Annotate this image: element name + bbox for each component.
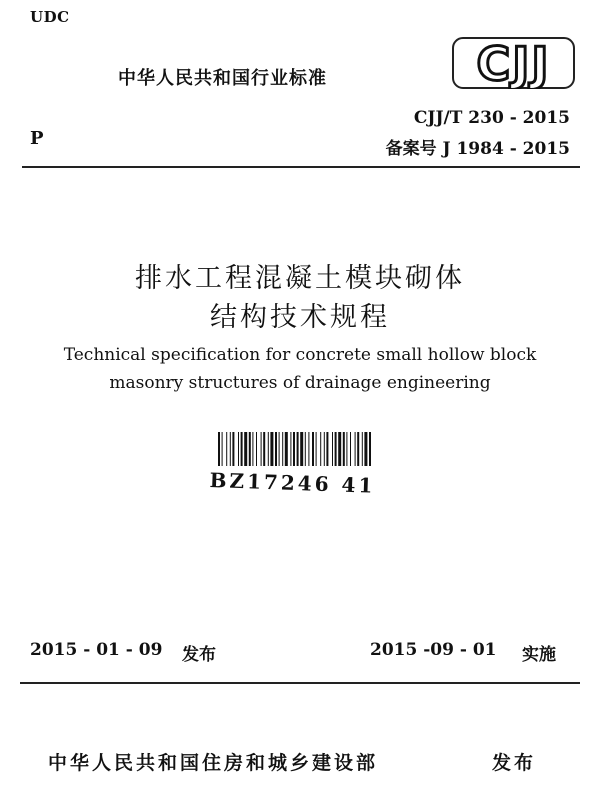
- barcode: [216, 432, 374, 466]
- svg-text:CJJ: CJJ: [476, 37, 551, 89]
- issuer-label: 发布: [492, 752, 537, 774]
- implement-label: 实施: [522, 645, 556, 665]
- cjj-logo: [452, 37, 575, 89]
- standard-type: 中华人民共和国行业标准: [118, 68, 327, 89]
- publish-date: 2015 - 01 - 09: [30, 640, 163, 660]
- filing-number: J 1984 - 2015: [442, 139, 570, 159]
- bottom-divider: [20, 682, 580, 684]
- title-en-line2: masonry structures of drainage engineering: [109, 373, 491, 393]
- filing-number-line: [386, 134, 570, 159]
- top-divider: [22, 166, 580, 168]
- publish-label: 发布: [182, 645, 216, 665]
- title-cn-line1: 排水工程混凝土模块砌体: [135, 263, 465, 294]
- implement-date: 2015 -09 - 01: [370, 640, 497, 660]
- standard-code: CJJ/T 230 - 2015: [413, 108, 570, 128]
- title-cn-line2: 结构技术规程: [210, 302, 390, 333]
- barcode-number: BZ17246 41: [209, 468, 376, 498]
- issuing-authority: 中华人民共和国住房和城乡建设部: [48, 752, 379, 774]
- filing-label: 备案号: [385, 139, 437, 159]
- udc-label: UDC: [30, 8, 70, 26]
- title-en-line1: Technical specification for concrete small hollow block: [63, 345, 537, 365]
- category-label: P: [30, 128, 44, 149]
